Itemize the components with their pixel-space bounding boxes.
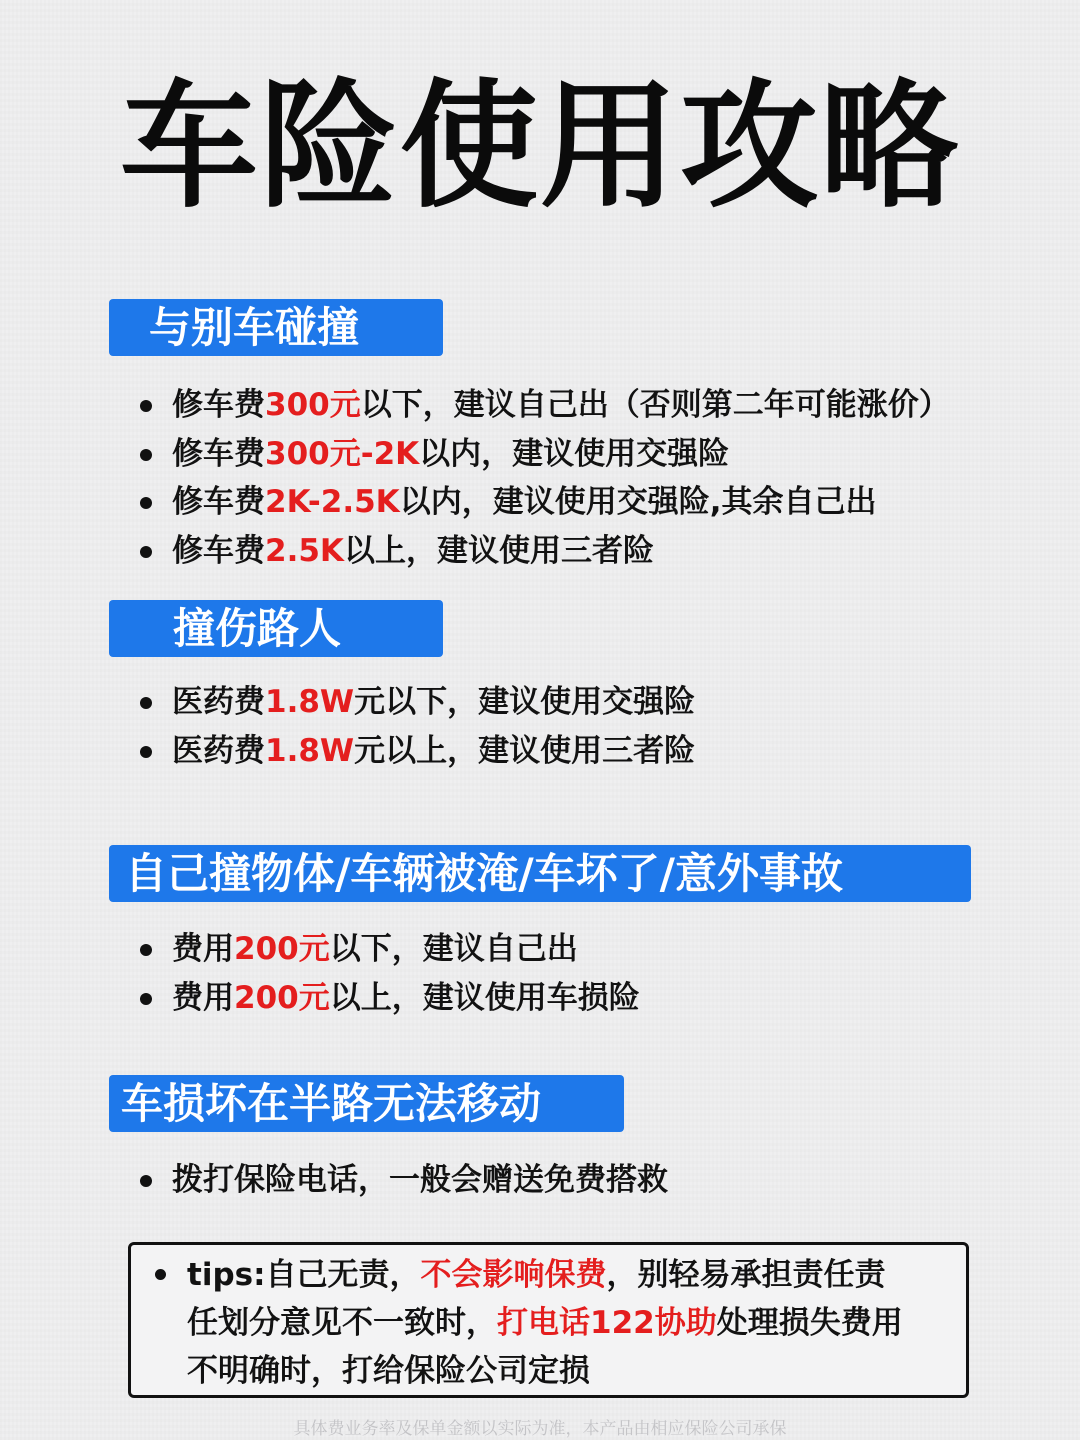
- item-suffix: 元以上，建议使用三者险: [354, 732, 696, 769]
- item-highlight: 200元: [234, 931, 330, 967]
- bullet-dot: [140, 497, 152, 509]
- tips-highlight: 不会影响保费: [420, 1257, 607, 1293]
- tips-text: 任划分意见不一致时，: [187, 1305, 497, 1341]
- item-prefix: 医药费: [172, 732, 265, 769]
- item-highlight: 200元: [234, 979, 330, 1016]
- item-suffix: 以下，建议自己出: [329, 931, 578, 967]
- item-highlight: 300元-2K: [265, 435, 420, 472]
- bullet-dot: [140, 1175, 152, 1187]
- bullet-dot: [140, 449, 152, 461]
- pedestrian-list: [140, 678, 695, 775]
- breakdown-list: [140, 1156, 668, 1205]
- item-prefix: 修车费: [172, 484, 265, 520]
- list-item: [140, 527, 950, 576]
- item-highlight: 1.8W: [265, 732, 355, 769]
- item-suffix: 以上，建议使用车损险: [329, 979, 640, 1016]
- bullet-dot: [155, 1269, 166, 1280]
- item-prefix: 费用: [172, 931, 234, 967]
- tips-line-3: [187, 1347, 590, 1395]
- item-prefix: 医药费: [172, 684, 265, 720]
- section-header-breakdown: 车损坏在半路无法移动: [109, 1075, 624, 1132]
- list-item: [140, 381, 950, 430]
- list-item: [140, 678, 695, 727]
- tips-highlight: 打电话122协助: [497, 1305, 717, 1341]
- list-item: [140, 925, 640, 974]
- item-suffix: 以下，建议自己出（否则第二年可能涨价）: [360, 387, 950, 423]
- bullet-dot: [140, 546, 152, 558]
- page-title: 车险使用攻略: [119, 66, 960, 227]
- bullet-dot: [140, 993, 152, 1005]
- item-suffix: 以内，建议使用交强险: [419, 435, 730, 472]
- list-item: [140, 478, 950, 527]
- tips-box: [128, 1242, 969, 1398]
- tips-line-1: [187, 1251, 885, 1299]
- item-suffix: 元以下，建议使用交强险: [354, 684, 696, 720]
- section-header-pedestrian: 撞伤路人: [109, 600, 443, 657]
- tips-text: tips:自己无责，: [187, 1257, 421, 1293]
- tips-text: 不明确时，打给保险公司定损: [187, 1353, 590, 1389]
- bullet-dot: [140, 944, 152, 956]
- list-item: [140, 430, 950, 479]
- item-highlight: 2K-2.5K: [265, 484, 400, 520]
- accident-list: [140, 925, 640, 1022]
- tips-text: 处理损失费用: [716, 1305, 903, 1341]
- tips-line-2: [187, 1299, 903, 1347]
- bullet-dot: [140, 746, 152, 758]
- item-prefix: 费用: [172, 979, 234, 1016]
- item-highlight: 2.5K: [265, 532, 344, 569]
- item-prefix: 修车费: [172, 387, 265, 423]
- item-prefix: 修车费: [172, 532, 265, 569]
- list-item: [140, 974, 640, 1023]
- item-highlight: 300元: [265, 387, 361, 423]
- list-item: [140, 727, 695, 776]
- item-prefix: 修车费: [172, 435, 265, 472]
- item-suffix: 以内，建议使用交强险,其余自己出: [399, 484, 877, 520]
- section-header-collision: 与别车碰撞: [109, 299, 443, 356]
- bullet-dot: [140, 400, 152, 412]
- disclaimer-footer: 具体费业务率及保单金额以实际为准，本产品由相应保险公司承保: [293, 1419, 787, 1439]
- bullet-dot: [140, 697, 152, 709]
- section-header-accident: 自己撞物体/车辆被淹/车坏了/意外事故: [109, 845, 971, 902]
- collision-list: [140, 381, 950, 575]
- list-item: [140, 1156, 668, 1205]
- item-prefix: 拨打保险电话，一般会赠送免费搭救: [172, 1162, 668, 1198]
- tips-text: ，别轻易承担责任责: [606, 1257, 886, 1293]
- item-suffix: 以上，建议使用三者险: [343, 532, 654, 569]
- item-highlight: 1.8W: [265, 684, 355, 720]
